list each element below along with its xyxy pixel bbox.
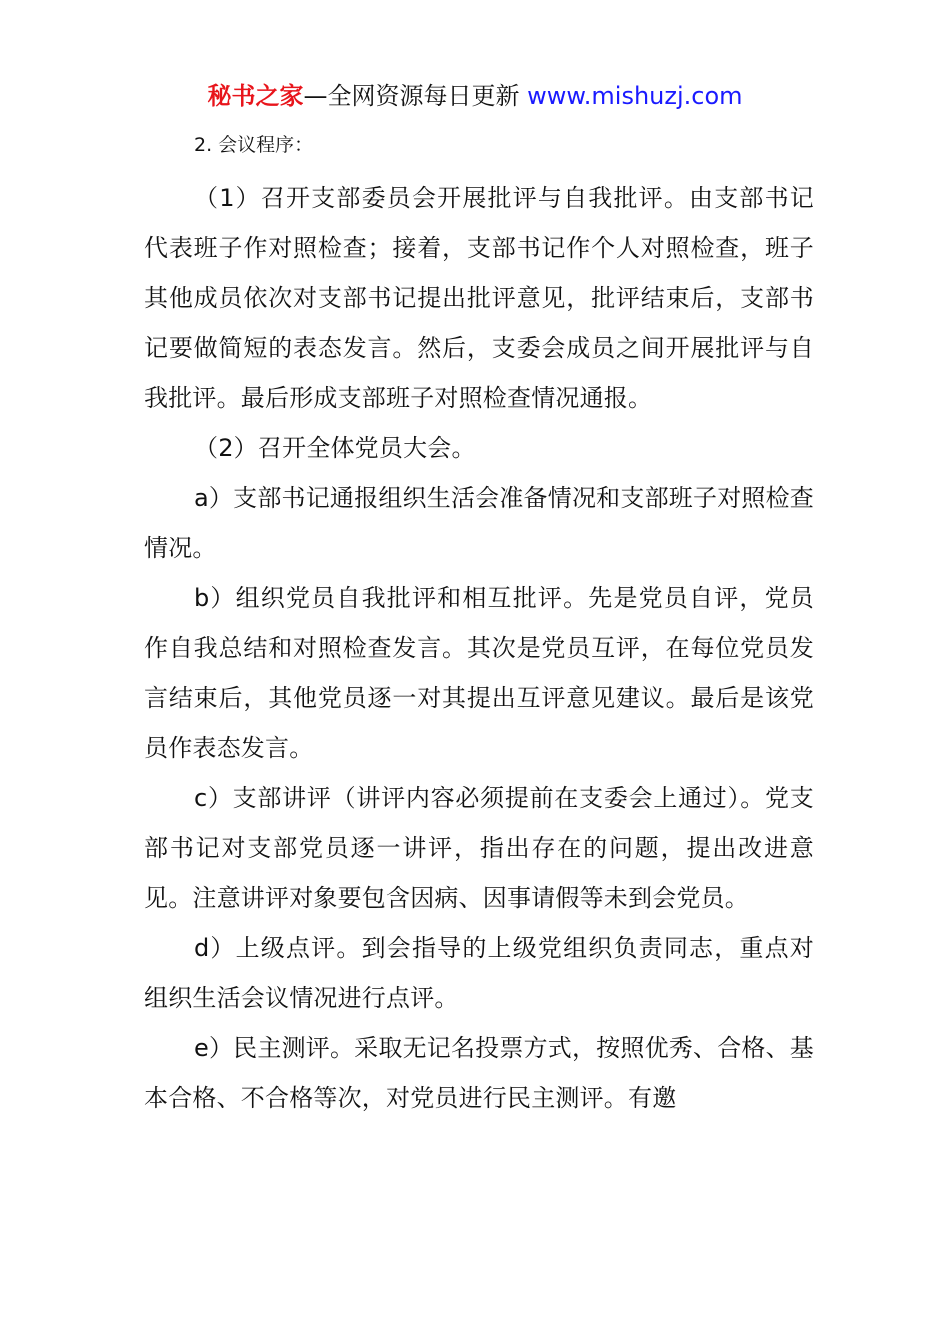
brand-name: 秘书之家 [207, 82, 304, 110]
paragraph-3: a）支部书记通报组织生活会准备情况和支部班子对照检查情况。 [144, 484, 814, 562]
paragraph-5: c）支部讲评（讲评内容必须提前在支委会上通过）。党支部书记对支部党员逐一讲评，指出存在的问题，提出改进意见。注意讲评对象要包含因病、因事请假等未到会党员。 [144, 784, 814, 912]
paragraph-2: （2）召开全体党员大会。 [194, 434, 476, 462]
section-heading: 2. 会议程序： [194, 134, 314, 156]
paragraph-7: e）民主测评。采取无记名投票方式，按照优秀、合格、基本合格、不合格等次，对党员进行民主测评。有邀 [144, 1034, 814, 1112]
site-url-link[interactable]: www.mishuzj.com [527, 82, 743, 110]
header-tagline: —全网资源每日更新 [303, 82, 520, 110]
paragraph-1: （1）召开支部委员会开展批评与自我批评。由支部书记代表班子作对照检查；接着，支部书记作个人对照检查，班子其他成员依次对支部书记提出批评意见，批评结束后，支部书记要做简短的表态发言。然后，支委会成员之间开展批评与自我批评。最后形成支部班子对照检查情况通报。 [144, 184, 814, 412]
document-body [144, 125, 814, 1123]
paragraph-6: d）上级点评。到会指导的上级党组织负责同志，重点对组织生活会议情况进行点评。 [144, 934, 814, 1012]
paragraph-4: b）组织党员自我批评和相互批评。先是党员自评，党员作自我总结和对照检查发言。其次是党员互评，在每位党员发言结束后，其他党员逐一对其提出互评意见建议。最后是该党员作表态发言。 [144, 584, 814, 762]
site-header [0, 80, 950, 112]
